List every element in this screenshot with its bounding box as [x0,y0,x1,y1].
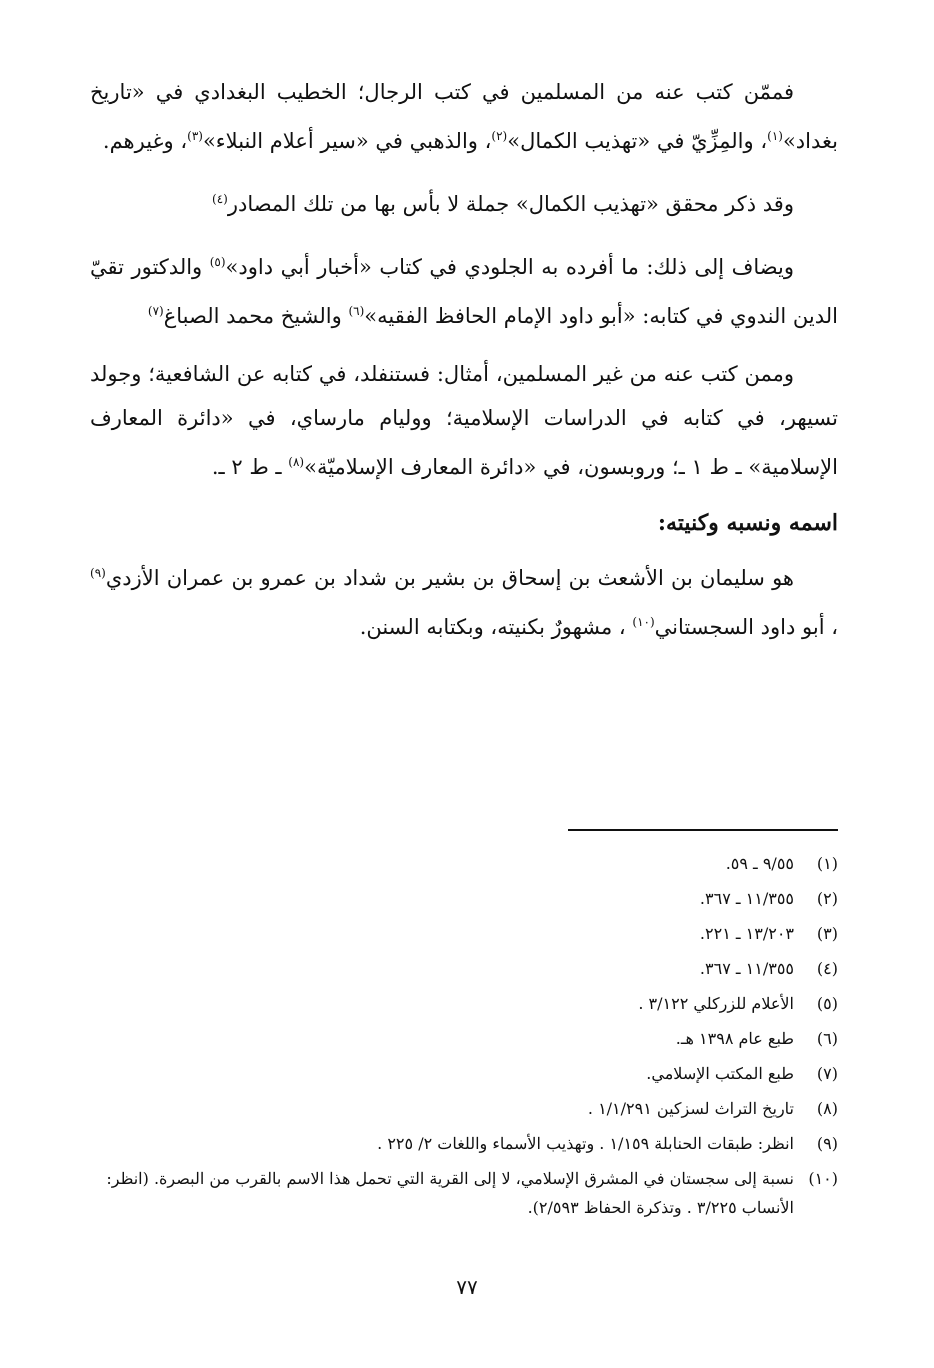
footnote-ref[interactable]: (٤) [212,192,228,206]
footnote-item [90,916,838,951]
footnote-ref[interactable]: (٢) [491,129,508,143]
footnote-item [90,1021,838,1056]
footnote-number: (٣) [816,924,838,943]
text-run: ، أبو داود السجستاني [654,615,838,639]
text-run: ، والذهبي في «سير أعلام النبلاء» [202,129,492,153]
footnote-number: (٤) [816,959,838,978]
footnote-text: انظر: طبقات الحنابلة ١/١٥٩ . وتهذيب الأسماء واللغات ٢/ ٢٢٥ . [377,1134,794,1153]
footnote-ref[interactable]: (١٠) [632,615,655,629]
footnote-item [90,1126,838,1161]
footnote-text: طبع عام ١٣٩٨ هـ. [675,1029,794,1048]
footnote-number: (٧) [816,1064,838,1083]
footnote-text: ٩/٥٥ ـ ٥٩. [725,854,794,873]
paragraph-muslim-authors [90,70,838,163]
paragraph-muhaqqiq [90,177,838,226]
footnote-text: ١٣/٢٠٣ ـ ٢٢١. [699,924,794,943]
section-heading: اسمه ونسبه وكنيته: [657,510,838,536]
footnote-text: طبع المكتب الإسلامي. [646,1064,794,1083]
footnote-item [90,1091,838,1126]
text-run: ، والمِزِّيّ في «تهذيب الكمال» [507,129,768,153]
footnote-ref[interactable]: (٦) [348,304,365,318]
footnote-item [90,881,838,916]
footnote-text: الأعلام للزركلي ٣/١٢٢ . [638,994,794,1013]
footnote-item [90,986,838,1021]
footnote-number: (١) [816,854,838,873]
footnote-ref[interactable]: (٨) [288,455,305,469]
footnote-text: ١١/٣٥٥ ـ ٣٦٧. [699,889,794,908]
footnote-ref[interactable]: (٣) [187,129,203,143]
footnote-number: (٨) [816,1099,838,1118]
text-run: هو سليمان بن الأشعث بن إسحاق بن بشير بن شداد بن عمرو بن عمران الأزدي [105,566,794,590]
paragraph-name [90,551,838,649]
footnote-ref[interactable]: (٩) [90,566,106,580]
footnote-item [90,1161,838,1222]
footnote-text: تاريخ التراث لسزكين ١/١/٢٩١ . [587,1099,794,1118]
main-text [90,70,838,663]
footnote-number: (١٠) [808,1169,838,1188]
paragraph-additions [90,240,838,338]
footnote-number: (٩) [816,1134,838,1153]
text-run: وقد ذكر محقق «تهذيب الكمال» جملة لا بأس بها من تلك المصادر [227,192,794,216]
text-run: وممن كتب عنه من غير المسلمين، أمثال: فستنفلد، في كتابه عن الشافعية؛ وجولد تسيهر، في كتابه في الدراسات الإسلامية؛ ووليام مارساي، في «دائرة المعارف الإسلامية» ـ ط ١ ـ؛ وروبسون، في «دائرة المعارف الإسلاميّة» [90,362,838,479]
footnote-ref[interactable]: (١) [767,129,783,143]
footnote-item [90,951,838,986]
text-run: والدكتور تقيّ الدين الندوي في كتابه: «أبو داود الإمام الحافظ الفقيه» [90,255,838,328]
footnotes-list [90,846,838,1222]
footnote-number: (٦) [816,1029,838,1048]
footnote-divider [568,829,838,831]
page-number: ٧٧ [456,1275,478,1299]
footnote-text: ١١/٣٥٥ ـ ٣٦٧. [699,959,794,978]
footnote-item [90,846,838,881]
footnote-text: نسبة إلى سجستان في المشرق الإسلامي، لا إلى القرية التي تحمل هذا الاسم بالقرب من البصرة. (انظر: الأنساب ٣/٢٢٥ . وتذكرة الحفاظ ٢/٥٩٣). [106,1169,794,1217]
footnote-ref[interactable]: (٥) [209,255,226,269]
footnote-item [90,1056,838,1091]
text-run: فممّن كتب عنه من المسلمين في كتب الرجال؛ الخطيب البغدادي في «تاريخ بغداد» [90,80,838,153]
footnote-number: (٢) [816,889,838,908]
text-run: والشيخ محمد الصباغ [163,304,349,328]
text-run: ويضاف إلى ذلك: ما أفرده به الجلودي في كتاب «أخبار أبي داود» [225,255,794,279]
text-run: ، مشهورٌ بكنيته، وبكتابه السنن. [359,615,633,639]
text-run: ، وغيرهم. [102,129,188,153]
footnote-number: (٥) [816,994,838,1013]
text-run: ـ ط ٢ ـ. [211,455,289,479]
footnote-ref[interactable]: (٧) [147,304,164,318]
paragraph-non-muslim-authors [90,352,838,489]
